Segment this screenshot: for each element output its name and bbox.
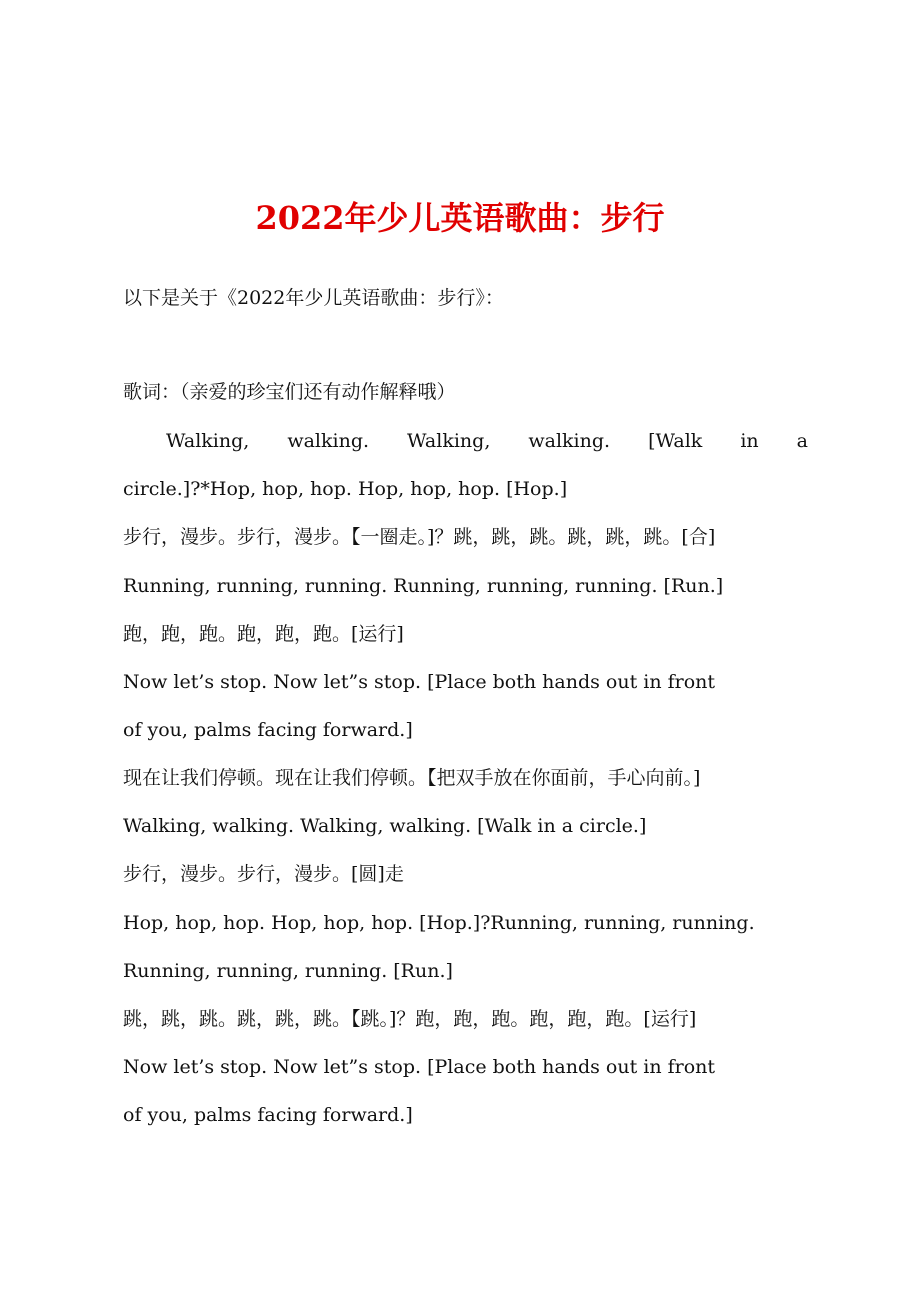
lyric-line: Hop, hop, hop. Hop, hop, hop. [Hop.]?Running, running, running. xyxy=(123,912,755,934)
lyric-line: of you, palms facing forward.] xyxy=(123,1104,413,1126)
lyric-word: walking. xyxy=(287,430,370,452)
lyric-word: in xyxy=(740,430,759,452)
page-title: 2022年少儿英语歌曲：步行 xyxy=(255,199,665,237)
lyric-word: [Walk xyxy=(648,430,703,452)
lyric-line: of you, palms facing forward.] xyxy=(123,719,413,741)
lyric-line: 现在让我们停顿。现在让我们停顿。【把双手放在你面前，手心向前。] xyxy=(123,767,701,789)
lyric-word: walking. xyxy=(528,430,611,452)
lyric-line: Running, running, running. [Run.] xyxy=(123,960,453,982)
lyrics-heading: 歌词：（亲爱的珍宝们还有动作解释哦） xyxy=(123,381,456,403)
lyric-line: Now let’s stop. Now let”s stop. [Place both hands out in front xyxy=(123,1056,716,1078)
lyric-word: Walking, xyxy=(407,430,491,452)
lyric-line: 步行，漫步。步行，漫步。[圆]走 xyxy=(123,863,404,885)
lyric-line: 步行，漫步。步行，漫步。【一圈走。]？跳，跳，跳。跳，跳，跳。[合] xyxy=(123,526,716,548)
lyric-line: 跳，跳，跳。跳，跳，跳。【跳。]？跑，跑，跑。跑，跑，跑。[运行] xyxy=(123,1008,697,1030)
lyric-line: circle.]?*Hop, hop, hop. Hop, hop, hop. [Hop.] xyxy=(123,478,568,500)
lyric-line: Running, running, running. Running, running, running. [Run.] xyxy=(123,575,724,597)
lyric-word: a xyxy=(796,430,808,452)
lyric-word: Walking, xyxy=(166,430,250,452)
lyric-line: Now let’s stop. Now let”s stop. [Place both hands out in front xyxy=(123,671,716,693)
lyric-line-1 xyxy=(166,427,808,455)
lyric-line: 跑，跑，跑。跑，跑，跑。[运行] xyxy=(123,623,404,645)
lyric-line: Walking, walking. Walking, walking. [Walk in a circle.] xyxy=(123,815,647,837)
intro-text: 以下是关于《2022年少儿英语歌曲：步行》： xyxy=(123,287,504,309)
